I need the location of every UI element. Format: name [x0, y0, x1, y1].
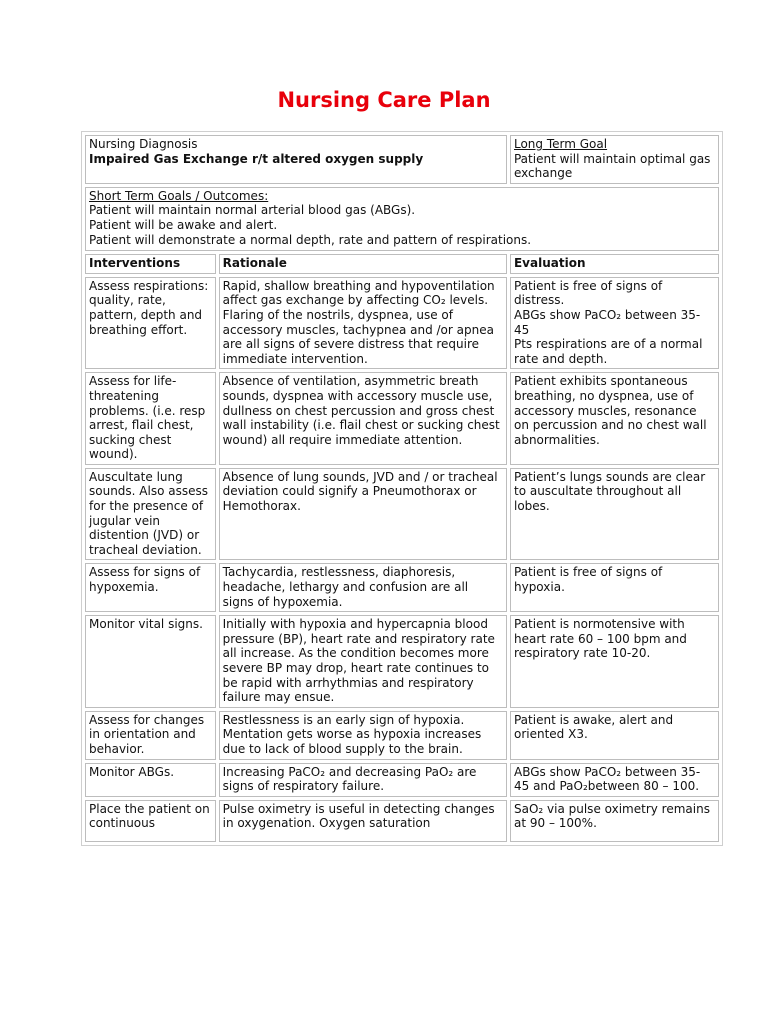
- column-header-rationale: Rationale: [219, 254, 507, 274]
- intervention-cell: Monitor ABGs.: [85, 763, 216, 797]
- short-term-goal-item: Patient will maintain normal arterial blood gas (ABGs).: [89, 203, 416, 218]
- short-term-goal-item: Patient will be awake and alert.: [89, 217, 278, 232]
- evaluation-line: Patient is normotensive with heart rate 60 – 100 bpm and respiratory rate 10-20.: [513, 617, 687, 661]
- column-header-interventions: Interventions: [85, 254, 216, 274]
- evaluation-cell: [510, 563, 719, 612]
- intervention-cell: Monitor vital signs.: [85, 615, 216, 708]
- rationale-cell: Pulse oximetry is useful in detecting changes in oxygenation. Oxygen saturation: [219, 800, 507, 842]
- evaluation-line: Patient is free of signs of hypoxia.: [513, 565, 663, 595]
- evaluation-cell: [510, 800, 719, 842]
- intervention-cell: Assess respirations: quality, rate, pattern, depth and breathing effort.: [85, 277, 216, 370]
- table-row: [85, 763, 719, 797]
- evaluation-line: Patient is free of signs of distress.: [513, 278, 663, 308]
- intervention-cell: Assess for changes in orientation and behavior.: [85, 711, 216, 760]
- intervention-cell: Assess for life-threatening problems. (i.e. resp arrest, flail chest, sucking chest wound).: [85, 372, 216, 465]
- evaluation-line: ABGs show PaCO₂ between 35-45: [513, 307, 701, 337]
- evaluation-line: Patient exhibits spontaneous breathing, no dyspnea, use of accessory muscles, resonance on percussion and no chest wall abnormalities.: [513, 374, 707, 447]
- rationale-cell: Increasing PaCO₂ and decreasing PaO₂ are signs of respiratory failure.: [219, 763, 507, 797]
- short-term-goals-label: Short Term Goals / Outcomes:: [89, 188, 269, 203]
- rationale-cell: Rapid, shallow breathing and hypoventilation affect gas exchange by affecting CO₂ levels. Flaring of the nostrils, dyspnea, use of accessory muscles, tachypnea and /or apnea are all signs of severe distress that require immediate intervention.: [219, 277, 507, 370]
- table-row: [85, 711, 719, 760]
- column-header-row: [85, 254, 719, 274]
- intervention-cell: Auscultate lung sounds. Also assess for the presence of jugular vein distention (JVD) or tracheal deviation.: [85, 468, 216, 561]
- column-header-evaluation: Evaluation: [510, 254, 719, 274]
- table-row: [85, 615, 719, 708]
- nursing-diagnosis-cell: [85, 135, 507, 184]
- evaluation-line: ABGs show PaCO₂ between 35-45 and PaO₂between 80 – 100.: [513, 764, 701, 794]
- table-row: [85, 468, 719, 561]
- short-term-goal-item: Patient will demonstrate a normal depth, rate and pattern of respirations.: [89, 232, 532, 247]
- short-term-goals-row: [85, 187, 719, 251]
- evaluation-cell: [510, 711, 719, 760]
- evaluation-cell: [510, 468, 719, 561]
- diagnosis-row: [85, 135, 719, 184]
- table-row: [85, 277, 719, 370]
- page-title: Nursing Care Plan: [277, 88, 491, 112]
- table-row: [85, 563, 719, 612]
- rationale-cell: Absence of lung sounds, JVD and / or tracheal deviation could signify a Pneumothorax or Hemothorax.: [219, 468, 507, 561]
- intervention-cell: Place the patient on continuous: [85, 800, 216, 842]
- rationale-cell: Tachycardia, restlessness, diaphoresis, headache, lethargy and confusion are all signs of hypoxemia.: [219, 563, 507, 612]
- rationale-cell: Restlessness is an early sign of hypoxia. Mentation gets worse as hypoxia increases due to lack of blood supply to the brain.: [219, 711, 507, 760]
- evaluation-line: Patient’s lungs sounds are clear to auscultate throughout all lobes.: [513, 469, 706, 514]
- evaluation-cell: [510, 277, 719, 370]
- short-term-goals-cell: [85, 187, 719, 251]
- evaluation-line: Patient is awake, alert and oriented X3.: [513, 712, 674, 742]
- table-row: [85, 800, 719, 842]
- table-row: [85, 372, 719, 465]
- intervention-cell: Assess for signs of hypoxemia.: [85, 563, 216, 612]
- evaluation-line: SaO₂ via pulse oximetry remains at 90 – 100%.: [513, 801, 710, 831]
- long-term-goal-value: Patient will maintain optimal gas exchange: [513, 151, 711, 181]
- rationale-cell: Absence of ventilation, asymmetric breath sounds, dyspnea with accessory muscle use, dullness on chest percussion and gross chest wall instability (i.e. flail chest or sucking chest wound) all require immediate attention.: [219, 372, 507, 465]
- evaluation-cell: [510, 372, 719, 465]
- nursing-diagnosis-value: Impaired Gas Exchange r/t altered oxygen supply: [89, 151, 424, 166]
- long-term-goal-cell: [510, 135, 719, 184]
- evaluation-cell: [510, 763, 719, 797]
- care-plan-table: [82, 132, 722, 845]
- nursing-diagnosis-label: Nursing Diagnosis: [89, 137, 198, 151]
- evaluation-cell: [510, 615, 719, 708]
- evaluation-line: Pts respirations are of a normal rate and depth.: [513, 337, 703, 366]
- long-term-goal-label: Long Term Goal: [513, 137, 608, 151]
- rationale-cell: Initially with hypoxia and hypercapnia blood pressure (BP), heart rate and respiratory rate all increase. As the condition becomes more severe BP may drop, heart rate continues to be rapid with arrhythmias and respiratory failure may ensue.: [219, 615, 507, 708]
